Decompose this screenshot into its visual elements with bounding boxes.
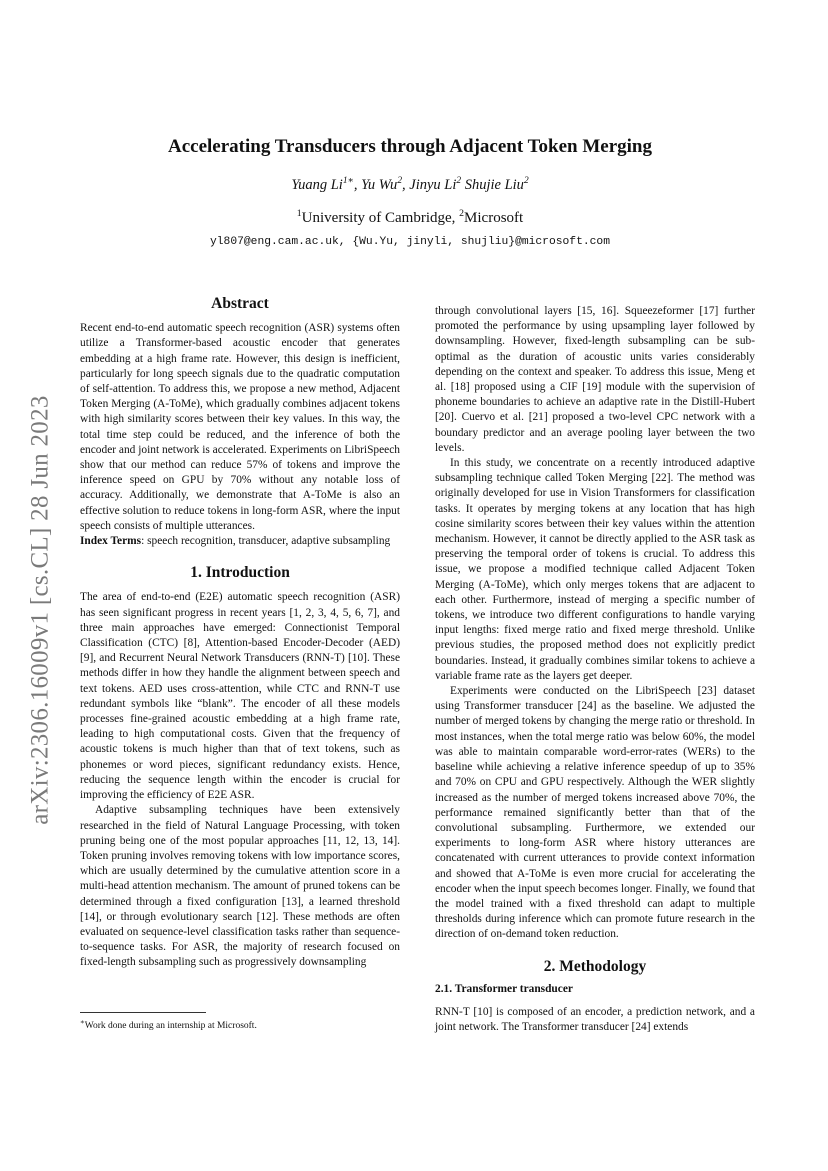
author-separator: , <box>353 177 362 193</box>
author-list <box>70 177 750 194</box>
author-affil-mark: 2 <box>523 176 529 187</box>
affil-mark: 2 <box>459 208 465 219</box>
right-column <box>435 304 755 1035</box>
footnote-mark: ∗ <box>80 1018 85 1026</box>
affiliations <box>70 210 750 227</box>
section-heading-methodology: 2. Methodology <box>543 957 647 975</box>
paper-title: Accelerating Transducers through Adjacent Token Merging <box>168 136 652 157</box>
abstract-heading: Abstract <box>211 295 269 312</box>
abstract-text: Recent end-to-end automatic speech recognition (ASR) systems often utilize a Transformer-based acoustic encoder that generates embedding at a high frame rate. However, this design is inefficient, particularly for long speech signals due to the quadratic computation of self-attention. To address this, we propose a new method, Adjacent Token Merging (A-ToMe), which gradually combines adjacent tokens with high similarity scores between their key values. In this way, the total time step could be reduced, and the inference of both the encoder and joint network is accelerated. Experiments on LibriSpeech show that our method can reduce 57% of tokens and improve the inference speed on GPU by 70% without any notable loss of accuracy. Additionally, we demonstrate that A-ToMe is also an effective solution to reduce tokens in long-form ASR, where the input speech consists of multiple utterances. <box>80 322 400 532</box>
intro-paragraph: The area of end-to-end (E2E) automatic speech recognition (ASR) has seen significant progress in recent years [1, 2, 3, 4, 5, 6, 7], and three main approaches have emerged: Connectionist Temporal Classification (CTC) [8], Attention-based Encoder-Decoder (AED) [9], and Recurrent Neural Network Transducers (RNN-T) [10]. These methods differ in how they handle the alignment between speech and text tokens. AED uses cross-attention, while CTC and RNN-T use redundant symbols like “blank”. The encoder of all these models processes fine-grained acoustic embedding at a high frame rate, leading to high computational costs. Given that the frequency of acoustic tokens is much higher than that of text tokens, such as phonemes or word pieces, significant redundancy exists. Hence, reducing the sequence length within the encoder is crucial for improving the efficiency of E2E ASR. <box>80 591 400 802</box>
author-affil-mark: 1∗ <box>342 176 354 187</box>
subsection-heading: 2.1. Transformer transducer <box>435 982 573 995</box>
footnote-text: Work done during an internship at Microsoft. <box>84 1021 257 1032</box>
methodology-paragraph: RNN-T [10] is composed of an encoder, a prediction network, and a joint network. The Transformer transducer [24] extends <box>435 1005 755 1034</box>
affiliation-name: Microsoft <box>464 210 524 226</box>
affil-mark: 1 <box>296 208 302 219</box>
intro-paragraph: Adaptive subsampling techniques have been extensively researched in the field of Natural Language Processing, with token pruning being one of the most popular approaches [11, 12, 13, 14]. Token pruning involves removing tokens with low importance scores, which are usually determined by the cumulative attention score in a multi-head attention mechanism. The amount of pruned tokens can be determined through a fixed configuration [13], a learned threshold [14], or through evolutionary search [12]. These methods are often evaluated on sequence-level classification tasks rather than sequence-to-sequence tasks. For ASR, the majority of research focused on fixed-length subsampling such as progressively downsampling <box>80 804 400 969</box>
arxiv-sidebar-stamp <box>16 370 66 850</box>
section-heading-introduction: 1. Introduction <box>190 564 290 582</box>
author-name: Yu Wu <box>361 177 398 193</box>
author-name: Yuang Li <box>291 177 343 193</box>
intro-paragraph: through convolutional layers [15, 16]. Squeezeformer [17] further promoted the performance by using upsampling layer followed by downsampling. However, fixed-length subsampling can be sub-optimal as the duration of acoustic units varies considerably depending on the context and speaker. To address this issue, Meng et al. [18] proposed using a CIF [19] module with the supervision of phoneme boundaries to achieve an adaptive rate in the Distill-Hubert [20]. Cuervo et al. [21] proposed a two-level CPC network with a boundary predictor and an average pooling layer between the two levels. <box>435 305 755 454</box>
footnote <box>80 1018 400 1031</box>
author-affil-mark: 2 <box>397 176 403 187</box>
index-terms-text: : speech recognition, transducer, adaptive subsampling <box>141 535 391 548</box>
author-name: Jinyu Li <box>409 177 457 193</box>
intro-paragraph: Experiments were conducted on the LibriSpeech [23] dataset using Transformer transducer [24] as the baseline. We adjusted the number of merged tokens by changing the merge ratio or threshold. In most instances, when the total merge ratio was below 60%, the model was able to maintain comparable word-error-rates (WERs) to the baseline while achieving a relative inference speedup of up to 35% and 70% on CPU and GPU respectively. Although the WER slightly increased as the number of merged tokens increased above 70%, the performance remained significantly better than that of the convolutional subsampling. Furthermore, we extended our experiments to long-form ASR where history utterances are concatenated with current utterances to provide context information and showed that A-ToMe is even more crucial for accelerating the encoder when the input speech becomes longer. Finally, we found that the model trained with a fixed threshold can adapt to multiple thresholds during inference which can promote future research in the direction of on-demand token reduction. <box>435 685 756 941</box>
index-terms-label: Index Terms <box>80 535 142 548</box>
left-column <box>80 296 400 971</box>
author-affil-mark: 2 <box>456 176 462 187</box>
affiliation-name: University of Cambridge, <box>301 210 460 226</box>
footnote-rule <box>80 1012 206 1013</box>
author-separator: , <box>402 177 410 193</box>
intro-paragraph: In this study, we concentrate on a recently introduced adaptive subsampling technique called Token Merging [22]. The method was originally developed for use in Vision Transformers for classification tasks. It operates by merging tokens at any location that has high cosine similarity scores between their key values within the attention mechanism. However, it cannot be directly applied to the ASR task as preserving the temporal order of tokens is crucial. To address this issue, we propose a modified technique called Adjacent Token Merging (A-ToMe), which only merges tokens that are adjacent to each other. Furthermore, instead of merging a specific number of tokens, we introduce two different configurations to handle varying input lengths: fixed merge ratio and fixed merge threshold. Unlike previous studies, the proposed method does not explicitly predict boundaries. Instead, it gradually combines similar tokens to achieve a variable frame rate as the layers get deeper. <box>435 457 755 682</box>
author-emails: yl807@eng.cam.ac.uk, {Wu.Yu, jinyli, shujliu}@microsoft.com <box>210 236 610 248</box>
arxiv-identifier: arXiv:2306.16009v1 [cs.CL] 28 Jun 2023 <box>27 395 55 825</box>
author-name: Shujie Liu <box>464 177 524 193</box>
index-terms <box>80 534 400 549</box>
